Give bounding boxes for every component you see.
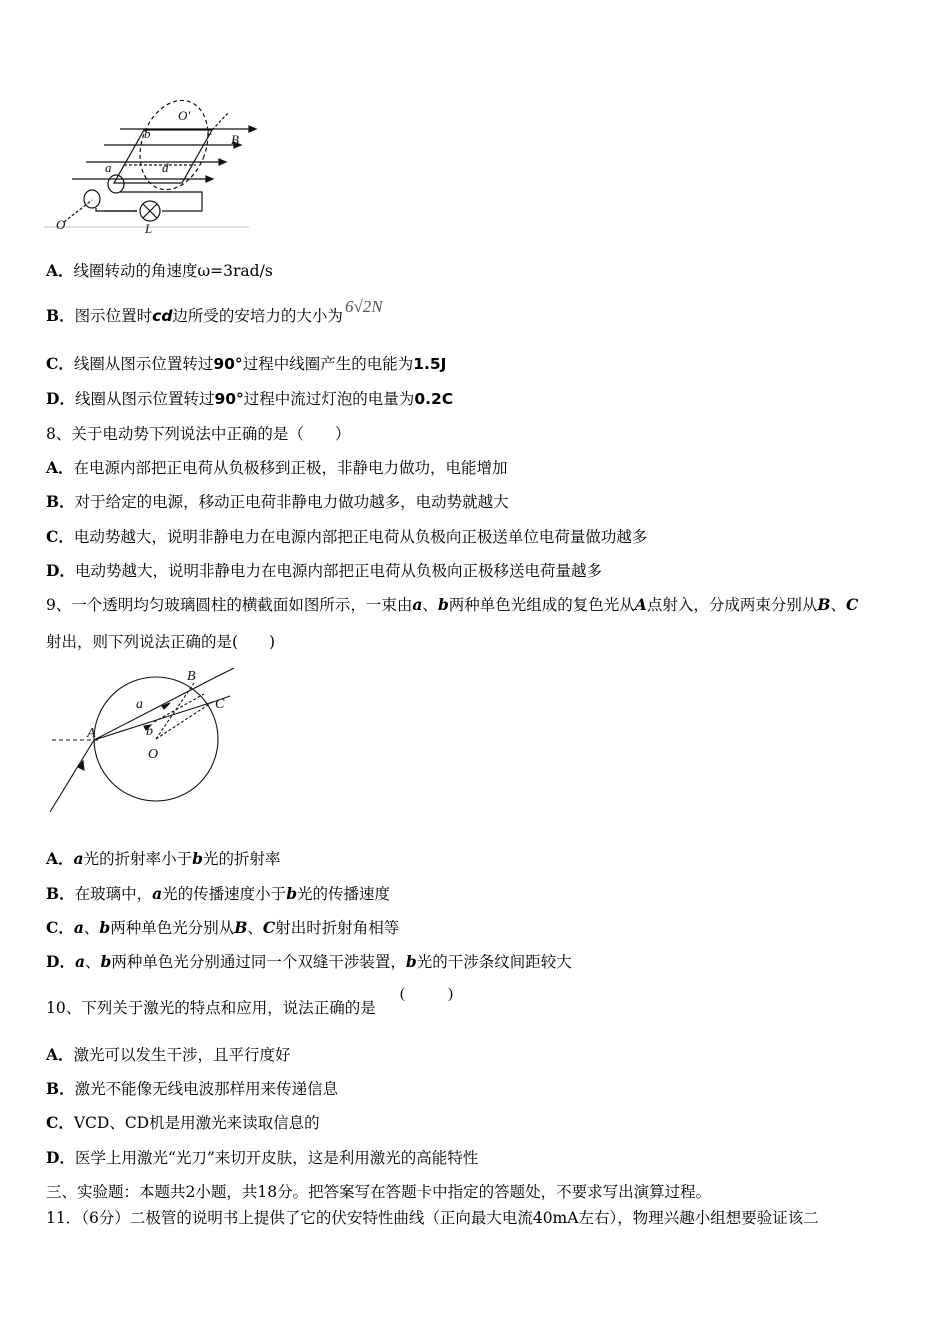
q9-option-b	[46, 884, 390, 904]
option-text: 线圈从图示位置转过	[74, 390, 215, 408]
var-a: a	[73, 918, 84, 937]
option-text: 两种单色光分别从	[110, 919, 235, 937]
q8-option-b	[46, 492, 509, 512]
option-text: 光的折射率	[202, 850, 281, 868]
rotation-axis	[64, 200, 92, 222]
var-b: b	[437, 595, 449, 614]
option-label: B．	[46, 306, 75, 325]
label-a: a	[105, 160, 112, 175]
var-a: a	[74, 952, 85, 971]
option-text: 线圈转动的角速度ω=3rad/s	[73, 262, 273, 280]
option-text: 电动势越大，说明非静电力在电源内部把正电荷从负极向正极移送电荷量越多	[74, 562, 602, 580]
option-label: B．	[46, 1079, 75, 1098]
option-label: D．	[46, 1148, 75, 1167]
rotation-ellipse	[128, 100, 220, 199]
section-heading: 三、实验题：本题共2小题，共18分。把答案写在答题卡中指定的答题处，不要求写出演算过程。	[46, 1183, 712, 1201]
option-text: 医学上用激光“光刀”来切开皮肤，这是利用激光的高能特性	[74, 1149, 479, 1167]
option-label: B．	[46, 492, 75, 511]
q8-option-a	[46, 458, 508, 478]
slip-ring	[108, 175, 124, 193]
option-text: 线圈从图示位置转过	[73, 355, 214, 373]
option-label: D．	[46, 952, 75, 971]
option-text: 光的干涉条纹间距较大	[416, 953, 572, 971]
label-a: a	[136, 697, 143, 712]
option-text-em: 90°	[214, 390, 244, 408]
option-text: 射出时折射角相等	[275, 919, 400, 937]
ray-a	[94, 678, 214, 740]
stem-text: 两种单色光组成的复色光从	[448, 596, 635, 614]
q11-stem: 11．（6分）二极管的说明书上提供了它的伏安特性曲线（正向最大电流40mA左右），物理兴趣小组想要验证该二	[46, 1209, 819, 1227]
stem-text: 9、一个透明均匀玻璃圆柱的横截面如图所示，一束由	[46, 596, 413, 614]
option-text-em: cd	[152, 307, 173, 325]
option-text: 两种单色光分别通过同一个双缝干涉装置，	[111, 953, 406, 971]
q8-option-c	[46, 527, 647, 547]
coil-in-field-figure	[44, 100, 259, 235]
option-text: 过程中线圈产生的电能为	[242, 355, 414, 373]
q7-option-c	[46, 354, 446, 374]
glass-cylinder-figure	[44, 664, 244, 819]
q8-option-d	[46, 561, 602, 581]
q9-option-d	[46, 952, 572, 972]
label-b: b	[146, 724, 153, 739]
var-C: C	[262, 918, 276, 937]
option-text: 激光可以发生干涉，且平行度好	[73, 1046, 291, 1064]
label-b: b	[144, 126, 151, 141]
option-text: 光的传播速度小于	[162, 885, 287, 903]
var-a: a	[412, 595, 423, 614]
option-label: C．	[46, 1113, 74, 1132]
sep: 、	[85, 953, 101, 971]
q9-option-a	[46, 849, 280, 869]
option-label: C．	[46, 918, 74, 937]
option-label: A．	[46, 849, 74, 868]
option-text: 过程中流过灯泡的电量为	[243, 390, 415, 408]
q9-option-c	[46, 918, 399, 938]
sep: 、	[247, 919, 263, 937]
var-b: b	[405, 952, 417, 971]
q8-stem: 8、关于电动势下列说法中正确的是（ ）	[46, 425, 351, 443]
ray-b	[94, 701, 216, 740]
option-text: 电动势越大，说明非静电力在电源内部把正电荷从负极向正极送单位电荷量做功越多	[73, 528, 648, 546]
option-text: 对于给定的电源，移动正电荷非静电力做功越多，电动势就越大	[74, 493, 509, 511]
option-label: B．	[46, 884, 75, 903]
option-text: 边所受的安培力的大小为	[172, 307, 343, 325]
option-label: D．	[46, 389, 75, 408]
label-c: c	[207, 123, 213, 138]
label-A: A	[87, 726, 96, 741]
option-text: 光的传播速度	[297, 885, 391, 903]
incident-ray	[50, 740, 94, 812]
var-B: B	[817, 595, 831, 614]
option-text: 图示位置时	[74, 307, 153, 325]
var-C: C	[845, 595, 859, 614]
label-C: C	[215, 697, 225, 712]
q7-option-b	[46, 297, 383, 326]
slip-ring	[84, 190, 100, 208]
option-label: D．	[46, 561, 75, 580]
var-b: b	[192, 849, 203, 868]
q7-option-d	[46, 389, 453, 409]
label-field-b: B	[231, 132, 239, 147]
sep: 、	[83, 919, 100, 937]
q10-option-b	[46, 1079, 338, 1099]
option-text: 激光不能像无线电波那样用来传递信息	[74, 1080, 339, 1098]
q10-option-c	[46, 1113, 320, 1133]
option-text-em: 0.2C	[414, 390, 454, 408]
var-B: B	[234, 918, 248, 937]
option-text: 光的折射率小于	[83, 850, 193, 868]
q10-paren-left: (	[400, 986, 405, 1002]
stem-text: 点射入，分成两束分别从	[646, 596, 818, 614]
option-label: C．	[46, 354, 74, 373]
label-lamp: L	[145, 221, 153, 235]
circuit-wire	[120, 192, 202, 211]
option-text: 在电源内部把正电荷从负极移到正极，非静电力做功，电能增加	[73, 459, 508, 477]
q7-option-a	[46, 261, 273, 281]
q9-stem-line1	[46, 595, 858, 615]
sep: 、	[830, 596, 846, 614]
var-b: b	[100, 952, 112, 971]
option-text-em: 1.5J	[413, 355, 447, 373]
q9-stem-line2: 射出，则下列说法正确的是( )	[46, 633, 276, 651]
var-a: a	[73, 849, 84, 868]
q10-option-d	[46, 1148, 478, 1168]
var-b: b	[99, 918, 111, 937]
coil	[114, 130, 212, 183]
option-label: A．	[46, 261, 74, 280]
option-text-em: 90°	[213, 355, 243, 373]
sep: 、	[422, 596, 438, 614]
option-text: 在玻璃中，	[74, 885, 153, 903]
option-label: A．	[46, 458, 74, 477]
label-o-prime: O′	[178, 108, 191, 123]
label-o: O	[56, 217, 66, 232]
label-d: d	[162, 160, 169, 175]
label-B: B	[187, 669, 196, 684]
label-O: O	[148, 747, 159, 762]
q10-option-a	[46, 1045, 291, 1065]
formula: 6√2N	[344, 297, 383, 316]
var-b: b	[286, 884, 298, 903]
q10-paren-right: )	[448, 986, 453, 1002]
option-label: C．	[46, 527, 74, 546]
var-A: A	[634, 595, 647, 614]
option-text: VCD、CD机是用激光来读取信息的	[73, 1114, 320, 1132]
option-label: A．	[46, 1045, 74, 1064]
var-a: a	[152, 884, 163, 903]
q10-stem: 10、下列关于激光的特点和应用，说法正确的是	[46, 999, 376, 1017]
